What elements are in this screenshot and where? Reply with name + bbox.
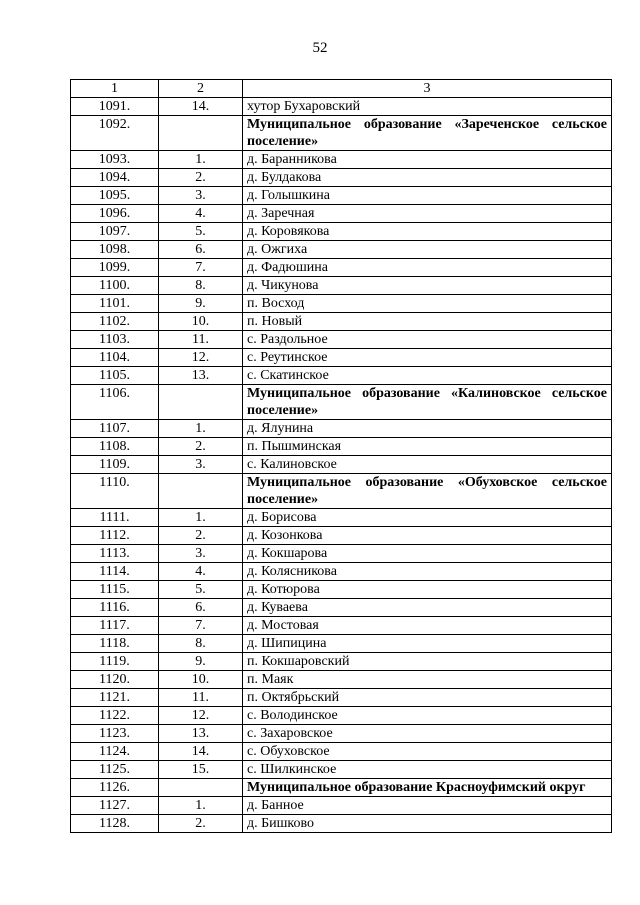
sub-number: 3. xyxy=(159,456,243,474)
table-row xyxy=(71,349,612,367)
page-number: 52 xyxy=(312,40,328,56)
row-number: 1091. xyxy=(71,98,159,116)
settlement-name: Муниципальное образование Красноуфимский округ xyxy=(243,779,612,797)
table-row xyxy=(71,259,612,277)
sub-number: 1. xyxy=(159,420,243,438)
row-number: 1112. xyxy=(71,527,159,545)
table-row xyxy=(71,671,612,689)
row-number: 1107. xyxy=(71,420,159,438)
sub-number: 11. xyxy=(159,689,243,707)
table-row xyxy=(71,187,612,205)
row-number: 1092. xyxy=(71,116,159,151)
row-number: 1094. xyxy=(71,169,159,187)
sub-number xyxy=(159,474,243,509)
table-row xyxy=(71,313,612,331)
table-row xyxy=(71,707,612,725)
sub-number: 3. xyxy=(159,545,243,563)
row-number: 1120. xyxy=(71,671,159,689)
row-number: 1121. xyxy=(71,689,159,707)
row-number: 1095. xyxy=(71,187,159,205)
table-row xyxy=(71,438,612,456)
settlement-name: с. Реутинское xyxy=(243,349,612,367)
table-row xyxy=(71,617,612,635)
header-col-2: 2 xyxy=(159,80,243,98)
sub-number: 10. xyxy=(159,671,243,689)
table-row xyxy=(71,563,612,581)
header-row xyxy=(71,80,612,98)
sub-number: 13. xyxy=(159,725,243,743)
row-number: 1122. xyxy=(71,707,159,725)
settlement-name: с. Володинское xyxy=(243,707,612,725)
sub-number: 15. xyxy=(159,761,243,779)
row-number: 1118. xyxy=(71,635,159,653)
table-row xyxy=(71,205,612,223)
sub-number: 12. xyxy=(159,349,243,367)
settlement-name: с. Калиновское xyxy=(243,456,612,474)
table-row xyxy=(71,743,612,761)
table-row xyxy=(71,151,612,169)
row-number: 1113. xyxy=(71,545,159,563)
settlement-name: д. Коровякова xyxy=(243,223,612,241)
row-number: 1100. xyxy=(71,277,159,295)
settlement-name: д. Голышкина xyxy=(243,187,612,205)
sub-number: 10. xyxy=(159,313,243,331)
settlement-name: д. Шипицина xyxy=(243,635,612,653)
row-number: 1097. xyxy=(71,223,159,241)
row-number: 1116. xyxy=(71,599,159,617)
header-col-3: 3 xyxy=(243,80,612,98)
sub-number xyxy=(159,779,243,797)
table-row xyxy=(71,456,612,474)
row-number: 1124. xyxy=(71,743,159,761)
row-number: 1119. xyxy=(71,653,159,671)
row-number: 1102. xyxy=(71,313,159,331)
table-row xyxy=(71,223,612,241)
table-row xyxy=(71,295,612,313)
sub-number: 2. xyxy=(159,815,243,833)
settlement-name: д. Ожгиха xyxy=(243,241,612,259)
sub-number: 7. xyxy=(159,617,243,635)
settlement-name: д. Котюрова xyxy=(243,581,612,599)
municipality-row xyxy=(71,385,612,420)
table-row xyxy=(71,527,612,545)
settlement-name: д. Козонкова xyxy=(243,527,612,545)
sub-number: 11. xyxy=(159,331,243,349)
sub-number: 2. xyxy=(159,169,243,187)
row-number: 1105. xyxy=(71,367,159,385)
row-number: 1109. xyxy=(71,456,159,474)
sub-number: 6. xyxy=(159,241,243,259)
table-row xyxy=(71,761,612,779)
sub-number: 1. xyxy=(159,509,243,527)
table-row xyxy=(71,277,612,295)
settlement-name: п. Восход xyxy=(243,295,612,313)
settlement-name: д. Бишково xyxy=(243,815,612,833)
settlement-name: д. Мостовая xyxy=(243,617,612,635)
settlement-name: с. Раздольное xyxy=(243,331,612,349)
settlement-name: Муниципальное образование «Калиновское сельское поселение» xyxy=(243,385,612,420)
sub-number: 2. xyxy=(159,438,243,456)
table-row xyxy=(71,689,612,707)
table-row xyxy=(71,725,612,743)
row-number: 1127. xyxy=(71,797,159,815)
settlement-name: д. Борисова xyxy=(243,509,612,527)
row-number: 1117. xyxy=(71,617,159,635)
sub-number: 1. xyxy=(159,797,243,815)
municipality-row xyxy=(71,116,612,151)
row-number: 1096. xyxy=(71,205,159,223)
sub-number: 1. xyxy=(159,151,243,169)
row-number: 1128. xyxy=(71,815,159,833)
settlement-name: с. Захаровское xyxy=(243,725,612,743)
row-number: 1123. xyxy=(71,725,159,743)
table-row xyxy=(71,635,612,653)
sub-number: 14. xyxy=(159,743,243,761)
row-number: 1114. xyxy=(71,563,159,581)
row-number: 1111. xyxy=(71,509,159,527)
row-number: 1093. xyxy=(71,151,159,169)
header-col-1: 1 xyxy=(71,80,159,98)
table-row xyxy=(71,599,612,617)
sub-number: 12. xyxy=(159,707,243,725)
settlement-name: п. Пышминская xyxy=(243,438,612,456)
settlement-name: п. Кокшаровский xyxy=(243,653,612,671)
row-number: 1099. xyxy=(71,259,159,277)
settlement-name: д. Куваева xyxy=(243,599,612,617)
sub-number: 13. xyxy=(159,367,243,385)
settlement-name: Муниципальное образование «Обуховское сельское поселение» xyxy=(243,474,612,509)
table-row xyxy=(71,98,612,116)
sub-number: 6. xyxy=(159,599,243,617)
sub-number: 5. xyxy=(159,581,243,599)
row-number: 1106. xyxy=(71,385,159,420)
table-row xyxy=(71,367,612,385)
row-number: 1110. xyxy=(71,474,159,509)
sub-number: 2. xyxy=(159,527,243,545)
settlement-name: д. Баранникова xyxy=(243,151,612,169)
row-number: 1098. xyxy=(71,241,159,259)
table-row xyxy=(71,169,612,187)
table-row xyxy=(71,331,612,349)
municipality-row xyxy=(71,779,612,797)
settlement-name: д. Банное xyxy=(243,797,612,815)
sub-number: 3. xyxy=(159,187,243,205)
settlement-name: п. Октябрьский xyxy=(243,689,612,707)
table-body xyxy=(71,98,612,833)
settlement-name: д. Кокшарова xyxy=(243,545,612,563)
sub-number: 8. xyxy=(159,635,243,653)
settlement-name: Муниципальное образование «Зареченское сельское поселение» xyxy=(243,116,612,151)
settlement-name: д. Колясникова xyxy=(243,563,612,581)
sub-number: 9. xyxy=(159,295,243,313)
settlement-name: с. Шилкинское xyxy=(243,761,612,779)
row-number: 1115. xyxy=(71,581,159,599)
sub-number: 14. xyxy=(159,98,243,116)
sub-number: 9. xyxy=(159,653,243,671)
municipality-row xyxy=(71,474,612,509)
sub-number: 5. xyxy=(159,223,243,241)
settlement-name: хутор Бухаровский xyxy=(243,98,612,116)
row-number: 1101. xyxy=(71,295,159,313)
table-header xyxy=(71,80,612,98)
settlement-name: д. Ялунина xyxy=(243,420,612,438)
settlement-name: д. Заречная xyxy=(243,205,612,223)
settlement-name: с. Скатинское xyxy=(243,367,612,385)
settlement-name: п. Маяк xyxy=(243,671,612,689)
settlement-name: с. Обуховское xyxy=(243,743,612,761)
settlement-name: д. Чикунова xyxy=(243,277,612,295)
settlement-name: д. Булдакова xyxy=(243,169,612,187)
sub-number: 8. xyxy=(159,277,243,295)
settlement-name: д. Фадюшина xyxy=(243,259,612,277)
row-number: 1126. xyxy=(71,779,159,797)
settlements-table xyxy=(70,79,612,833)
table-row xyxy=(71,545,612,563)
table-row xyxy=(71,653,612,671)
table-row xyxy=(71,241,612,259)
row-number: 1125. xyxy=(71,761,159,779)
table-row xyxy=(71,797,612,815)
sub-number: 4. xyxy=(159,205,243,223)
table-row xyxy=(71,509,612,527)
row-number: 1103. xyxy=(71,331,159,349)
settlement-name: п. Новый xyxy=(243,313,612,331)
row-number: 1104. xyxy=(71,349,159,367)
table-row xyxy=(71,581,612,599)
table-row xyxy=(71,815,612,833)
sub-number xyxy=(159,385,243,420)
table-row xyxy=(71,420,612,438)
row-number: 1108. xyxy=(71,438,159,456)
sub-number: 4. xyxy=(159,563,243,581)
sub-number xyxy=(159,116,243,151)
sub-number: 7. xyxy=(159,259,243,277)
